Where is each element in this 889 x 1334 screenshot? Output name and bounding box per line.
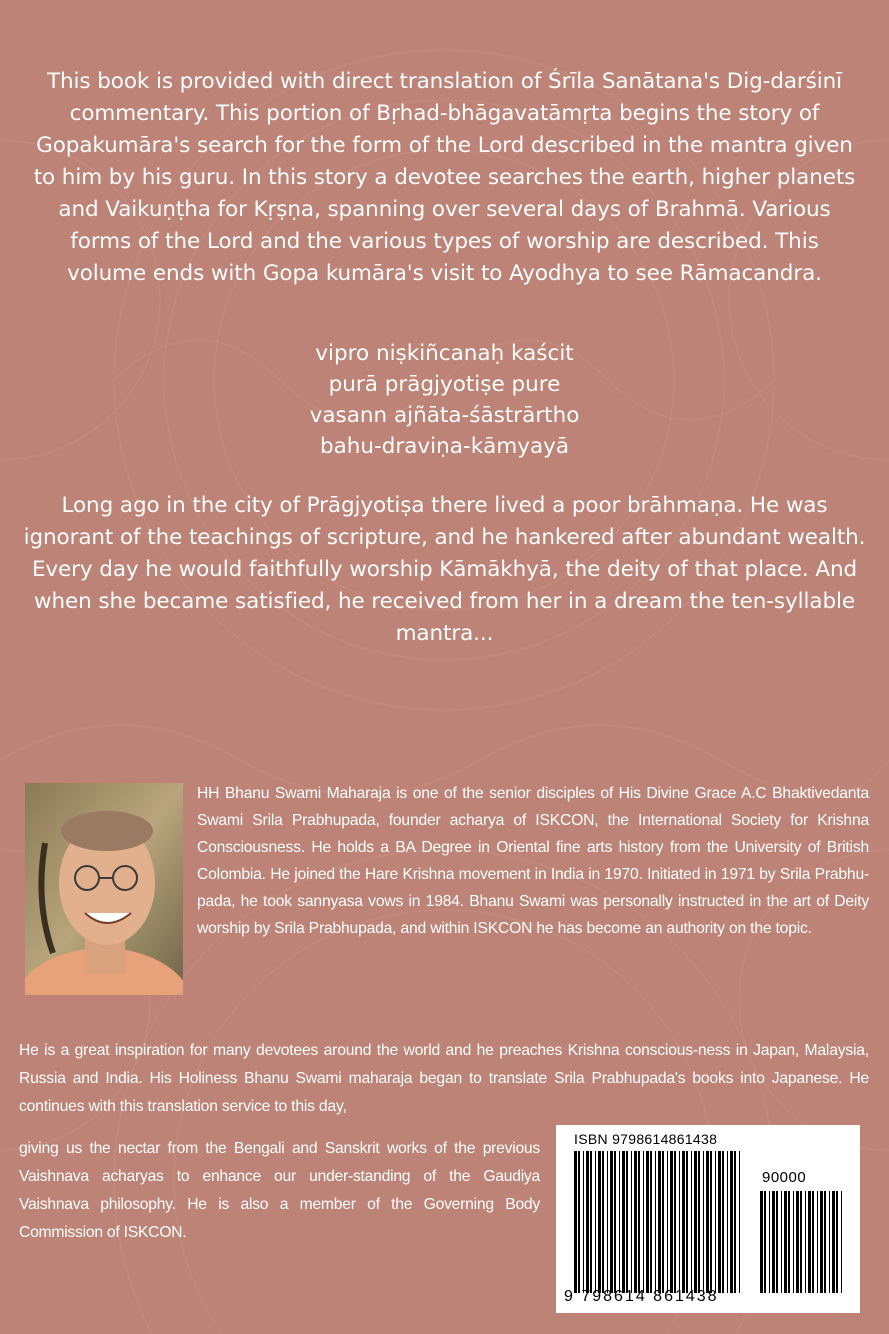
- verse-line: vipro niṣkiñcanaḥ kaścit: [315, 341, 574, 366]
- book-description: This book is provided with direct translation of Śrīla Sanātana's Dig-darśinī commentary. This portion of Bṛhad-bhāgavatāmṛta begins the story of Gopakumāra's search for the form of the Lord described in the mantra given to him by his guru. In this story a devotee searches the earth, higher planets and Vaikuṇṭha for Kṛṣṇa, spanning over several days of Brahmā. Various forms of the Lord and the various types of worship are described. This volume ends with Gopa kumāra's visit to Ayodhya to see Rāmacandra.: [33, 69, 856, 286]
- author-bio-final: giving us the nectar from the Bengali and Sanskrit works of the previous Vaishnava acharyas to enhance our under-standing of the Gaudiya Vaishnava philosophy. He is also a member of the Governing Body Commission of ISKCON.: [19, 1140, 540, 1241]
- verse-translation: Long ago in the city of Prāgjyotiṣa there lived a poor brāhmaṇa. He was ignorant of the teachings of scripture, and he hankered after abundant wealth. Every day he would faithfully worship Kāmākhyā, the deity of that place. And when she became satisfied, he received from her in a dream the ten-syllable mantra...: [23, 493, 866, 646]
- isbn-label: ISBN 9798614861438: [574, 1131, 718, 1147]
- price-code: 90000: [762, 1169, 807, 1186]
- barcode-digits: 9 798614 861438: [564, 1288, 719, 1305]
- author-photo: [25, 783, 183, 995]
- isbn-barcode: [556, 1125, 860, 1313]
- verse-line: purā prāgjyotiṣe pure: [328, 372, 561, 397]
- barcode-bars: [556, 1125, 860, 1313]
- verse-line: vasann ajñāta-śāstrārtho: [309, 403, 580, 428]
- author-bio: HH Bhanu Swami Maharaja is one of the senior disciples of His Divine Grace A.C Bhaktivedanta Swami Srila Prabhupada, founder acharya of ISKCON, the International Society for Krishna Consciousness. He holds a BA Degree in Oriental fine arts history from the University of British Colombia. He joined the Hare Krishna movement in India in 1970. Initiated in 1971 by Srila Prabhu-pada, he took sannyasa vows in 1984. Bhanu Swami was personally instructed in the art of Deity worship by Srila Prabhupada, and within ISKCON he has become an authority on the topic.: [197, 785, 869, 937]
- sanskrit-verse: [0, 338, 889, 462]
- verse-line: bahu-draviṇa-kāmyayā: [319, 434, 570, 459]
- author-bio-continued: He is a great inspiration for many devotees around the world and he preaches Krishna conscious-ness in Japan, Malaysia, Russia and India. His Holiness Bhanu Swami maharaja began to translate Srila Prabhupada's books into Japanese. He continues with this translation service to this day,: [19, 1042, 869, 1115]
